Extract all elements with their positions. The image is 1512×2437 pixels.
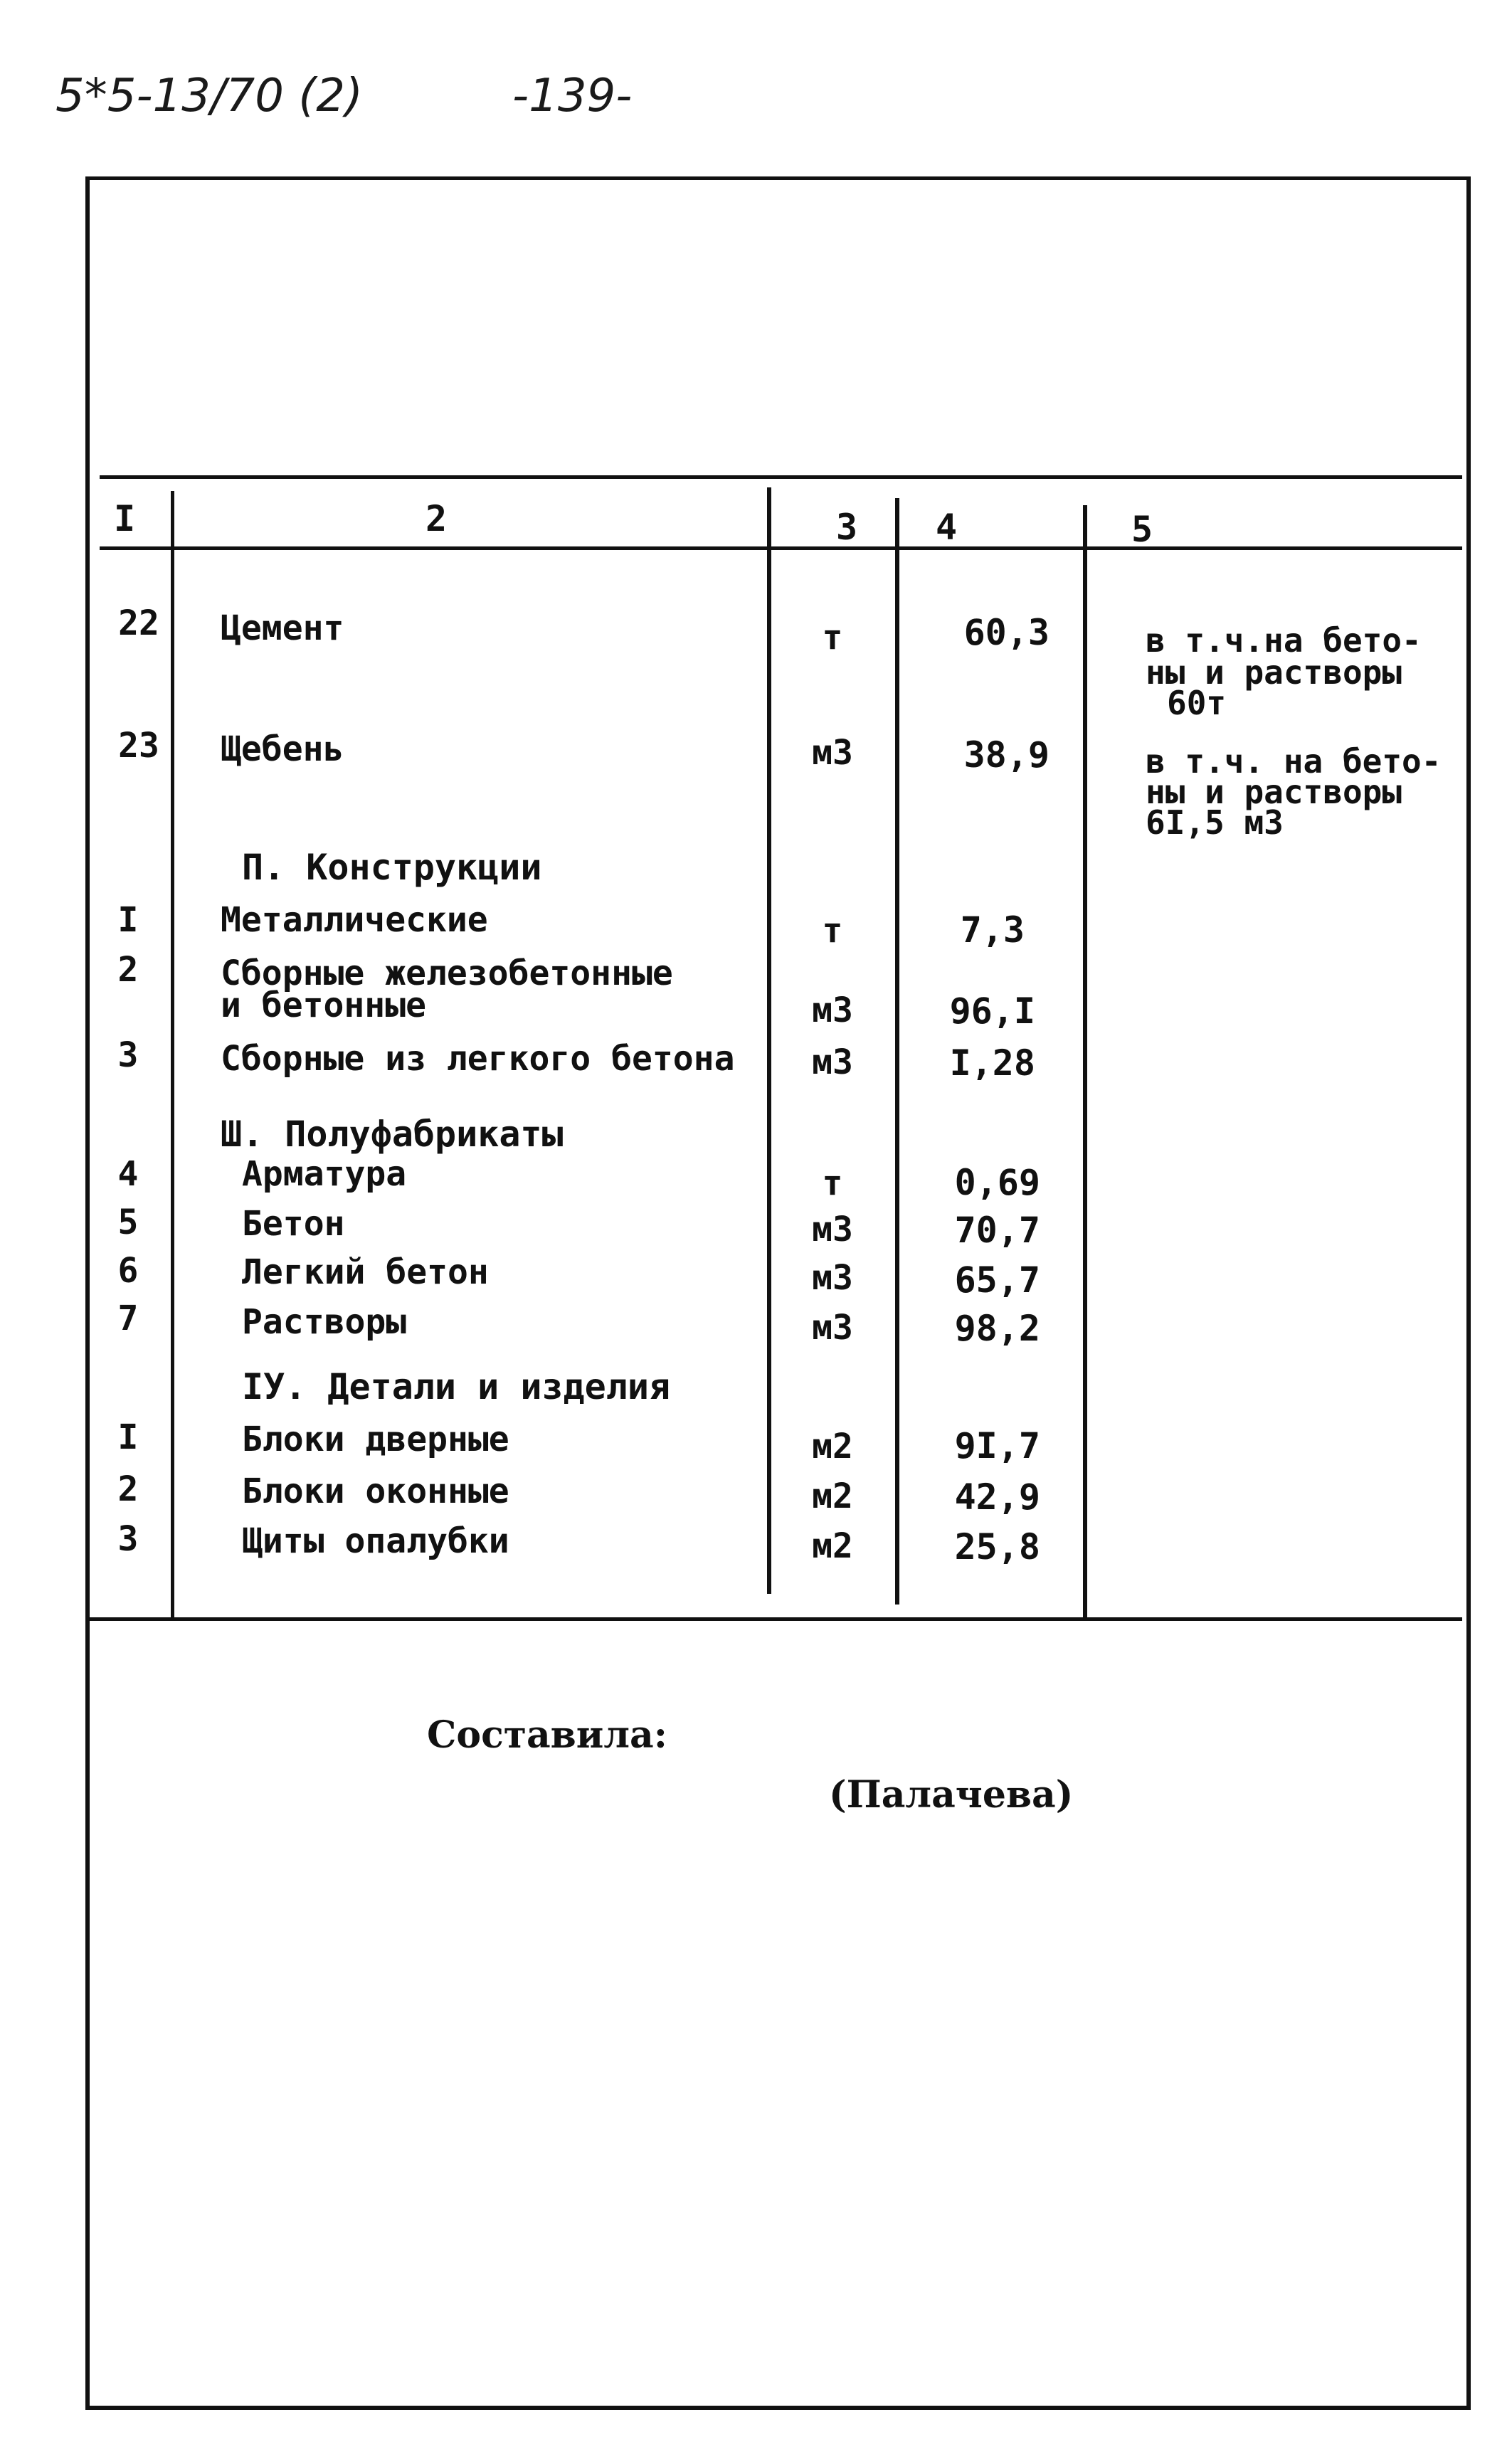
item-unit: м2 xyxy=(812,1427,853,1466)
row-number: 23 xyxy=(118,726,159,766)
row-number: 22 xyxy=(118,603,159,643)
item-value: 38,9 xyxy=(963,734,1050,776)
page-frame xyxy=(85,176,1471,2410)
item-unit: м2 xyxy=(812,1476,853,1516)
item-unit: т xyxy=(822,911,843,951)
item-value: 60,3 xyxy=(963,612,1050,653)
item-name: Легкий бетон xyxy=(242,1252,489,1292)
item-unit: т xyxy=(822,1163,843,1203)
item-name: Щиты опалубки xyxy=(242,1521,509,1561)
item-unit: м3 xyxy=(812,1210,853,1249)
row-number: 3 xyxy=(117,1035,139,1075)
item-value: 9I,7 xyxy=(954,1425,1040,1466)
signature-name: (Палачева) xyxy=(829,1773,1074,1817)
item-name: Бетон xyxy=(242,1204,345,1244)
row-number: 6 xyxy=(117,1251,139,1291)
row-number: 2 xyxy=(117,950,139,990)
row-number: 4 xyxy=(117,1154,139,1194)
item-name: Растворы xyxy=(242,1302,407,1342)
column-header-5: 5 xyxy=(1131,509,1153,550)
item-unit: м2 xyxy=(812,1526,853,1566)
item-note-line: ны и растворы xyxy=(1146,773,1402,811)
signature-label: Составила: xyxy=(427,1713,667,1757)
page-number: -139- xyxy=(512,70,633,122)
column-header-2: 2 xyxy=(425,498,448,539)
row-number: 7 xyxy=(117,1299,139,1338)
section-title: П. Конструкции xyxy=(242,847,542,888)
item-name: Блоки дверные xyxy=(242,1420,509,1459)
item-value: 25,8 xyxy=(954,1526,1040,1568)
col-divider-2 xyxy=(767,487,771,1594)
item-note-line: 6I,5 м3 xyxy=(1146,803,1284,842)
item-unit: м3 xyxy=(812,733,853,773)
item-name: Щебень xyxy=(221,729,344,769)
column-header-1: I xyxy=(114,498,136,539)
row-number: 5 xyxy=(117,1202,139,1242)
item-name: Арматура xyxy=(242,1154,407,1194)
table-bottom-line xyxy=(85,1617,1462,1621)
item-value: 65,7 xyxy=(954,1259,1040,1301)
item-note-line: в т.ч. на бето- xyxy=(1146,742,1442,781)
item-value: I,28 xyxy=(949,1042,1035,1084)
item-value: 7,3 xyxy=(960,909,1025,951)
row-number: I xyxy=(117,900,139,940)
item-name: Металлические xyxy=(221,900,488,940)
item-unit: м3 xyxy=(812,1042,853,1082)
table-top-line xyxy=(100,475,1462,479)
column-header-4: 4 xyxy=(936,507,958,548)
item-note-line: ны и растворы xyxy=(1146,653,1402,692)
row-number: 3 xyxy=(117,1519,139,1559)
item-value: 96,I xyxy=(949,990,1035,1032)
item-note-line: 60т xyxy=(1167,684,1227,722)
section-title: IУ. Детали и изделия xyxy=(242,1366,671,1407)
item-note-line: в т.ч.на бето- xyxy=(1146,621,1422,660)
item-value: 70,7 xyxy=(954,1210,1040,1251)
row-number: I xyxy=(117,1417,139,1457)
item-value: 0,69 xyxy=(954,1162,1040,1203)
col-divider-1 xyxy=(171,491,174,1619)
item-unit: м3 xyxy=(812,1308,853,1348)
item-unit: м3 xyxy=(812,1258,853,1298)
item-unit: м3 xyxy=(812,990,853,1030)
column-header-3: 3 xyxy=(836,507,858,548)
item-name: Сборные из легкого бетона xyxy=(221,1039,735,1079)
item-value: 98,2 xyxy=(954,1308,1040,1349)
item-value: 42,9 xyxy=(954,1476,1040,1518)
col-divider-4 xyxy=(1083,505,1087,1619)
item-name: Блоки оконные xyxy=(242,1471,509,1511)
item-name: Сборные железобетонные xyxy=(221,953,673,993)
header-bottom-line xyxy=(100,546,1462,550)
row-number: 2 xyxy=(117,1469,139,1509)
section-title: Ш. Полуфабрикаты xyxy=(221,1114,564,1155)
document-code: 5*5-13/70 (2) xyxy=(55,70,363,122)
item-unit: т xyxy=(822,618,843,657)
item-name-continued: и бетонные xyxy=(221,985,426,1025)
item-name: Цемент xyxy=(221,608,344,648)
